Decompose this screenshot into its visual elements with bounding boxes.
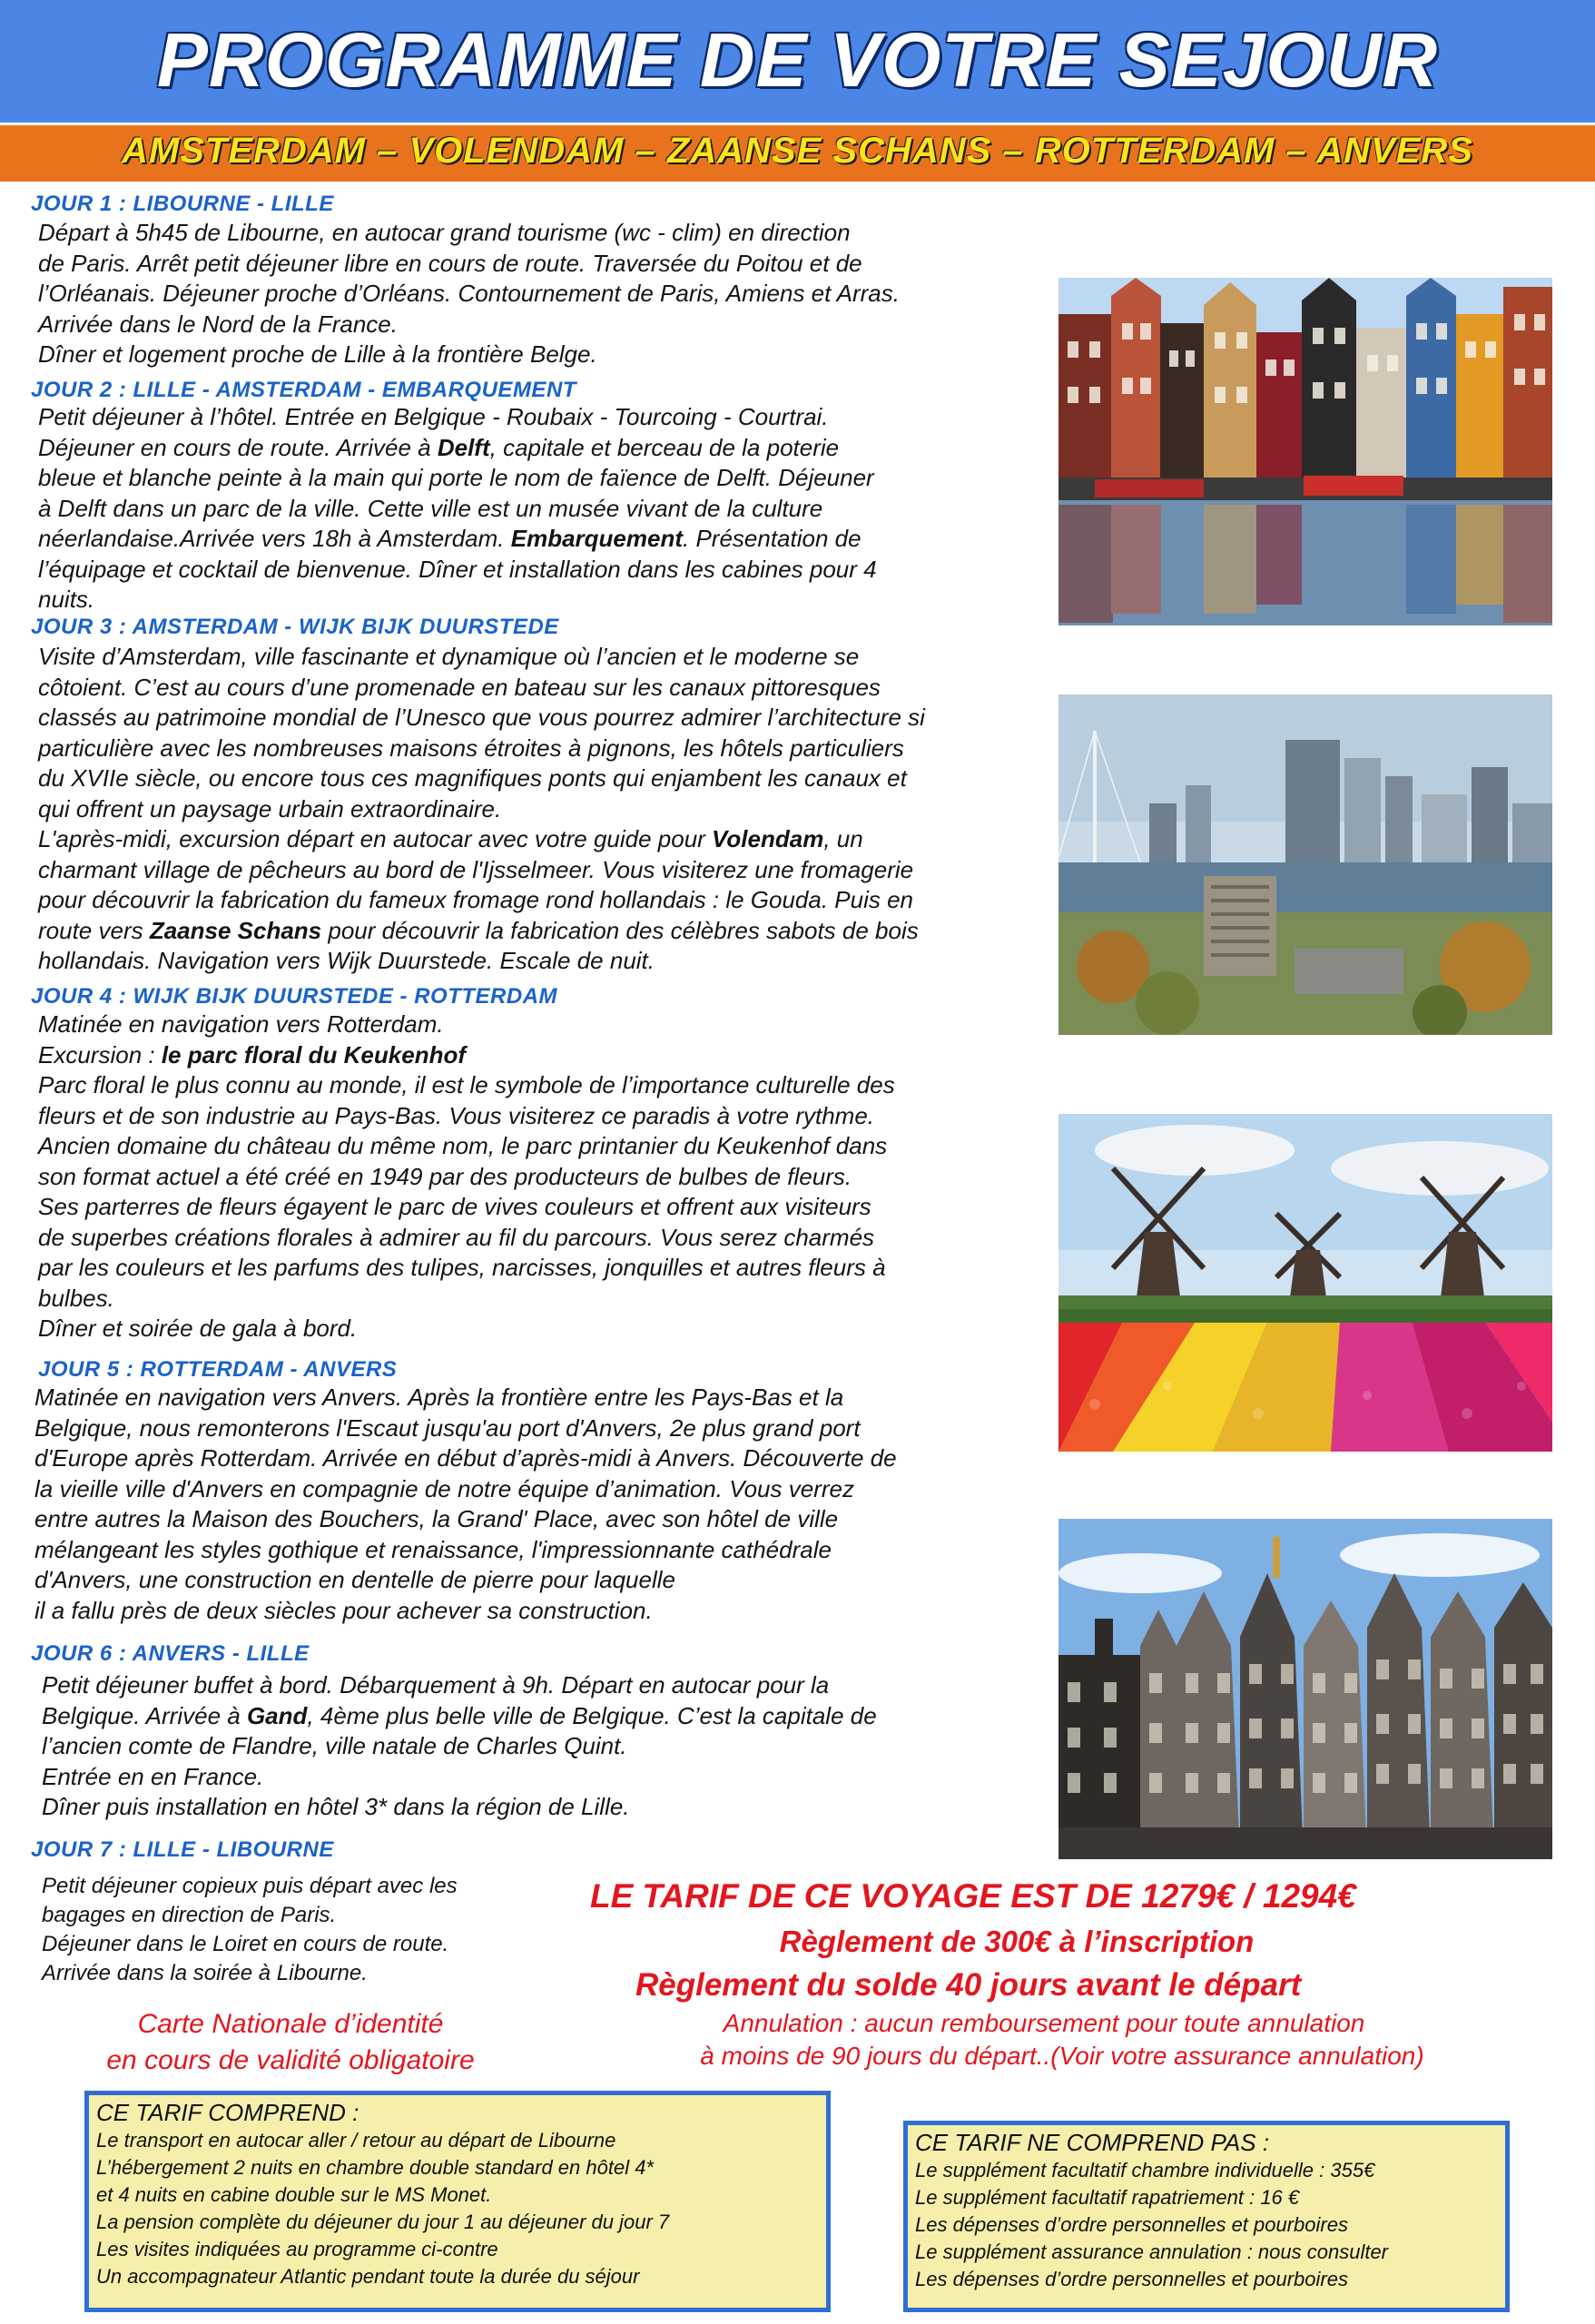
day-3-line: charmant village de pêcheurs au bord de l'Ijsselmeer. Vous visiterez une fromagerie [38, 855, 914, 883]
day-4-line: par les couleurs et les parfums des tulipes, narcisses, jonquilles et autres fleurs à [38, 1254, 886, 1281]
day-4-heading: JOUR 4 : WIJK BIJK DUURSTEDE - ROTTERDAM [31, 984, 558, 1009]
day-6-line-part: Belgique. Arrivée à [42, 1701, 247, 1729]
excludes-box [903, 2121, 1510, 2312]
day-2-line [38, 433, 877, 464]
day-7-heading: JOUR 7 : LILLE - LIBOURNE [31, 1837, 334, 1862]
day-7-line: Petit déjeuner copieux puis départ avec les [42, 1874, 458, 1898]
antwerp-guild-houses-photo [1058, 1519, 1552, 1859]
day-3-line-part: route vers [38, 916, 150, 944]
includes-item: La pension complète du déjeuner du jour 1 au déjeuner du jour 7 [96, 2211, 670, 2233]
rotterdam-skyline-photo [1058, 694, 1552, 1035]
day-2-line [38, 524, 877, 555]
day-3-line-part: , un [823, 825, 863, 852]
day-3-line [38, 824, 925, 855]
day-2-line: bleue et blanche peinte à la main qui porte le nom de faïence de Delft. Déjeuner [38, 464, 874, 491]
zaanse-schans-highlight: Zaanse Schans [149, 916, 322, 944]
id-notice-line-1: Carte Nationale d’identité [137, 2009, 444, 2039]
day-7-line: bagages en direction de Paris. [42, 1903, 337, 1927]
cancel-line-1: Annulation : aucun remboursement pour toute annulation [723, 2009, 1365, 2037]
day-1-text [38, 218, 900, 370]
volendam-highlight: Volendam [712, 825, 824, 852]
day-4-line: Ses parterres de fleurs égayent le parc de vives couleurs et offrent aux visiteurs [38, 1193, 871, 1220]
day-6-line: Petit déjeuner buffet à bord. Débarquement à 9h. Départ en autocar pour la [42, 1671, 830, 1699]
excludes-item: Les dépenses d’ordre personnelles et pourboires [915, 2213, 1348, 2236]
day-5-text [34, 1383, 897, 1626]
day-3-heading: JOUR 3 : AMSTERDAM - WIJK BIJK DUURSTEDE [31, 615, 559, 639]
day-3-line-part: pour découvrir la fabrication des célèbres sabots de bois [321, 916, 919, 944]
day-2-heading: JOUR 2 : LILLE - AMSTERDAM - EMBARQUEMENT [31, 378, 576, 402]
day-2-line: à Delft dans un parc de la ville. Cette ville est un musée vivant de la culture [38, 494, 823, 522]
day-1-line: Arrivée dans le Nord de la France. [38, 310, 398, 338]
day-2-line-part: , capitale et berceau de la poterie [489, 433, 840, 461]
day-7-line: Déjeuner dans le Loiret en cours de route. [42, 1932, 449, 1956]
excludes-item: Le supplément facultatif chambre individuelle : 355€ [915, 2159, 1375, 2181]
includes-item: L’hébergement 2 nuits en chambre double standard en hôtel 4* [96, 2156, 654, 2179]
includes-item: et 4 nuits en cabine double sur le MS Monet. [96, 2183, 492, 2206]
day-3-line: particulière avec les nombreuses maisons étroites à pignons, les hôtels particuliers [38, 734, 904, 762]
page-subtitle: AMSTERDAM – VOLENDAM – ZAANSE SCHANS – ROTTERDAM – ANVERS [122, 131, 1473, 171]
day-6-line: Dîner puis installation en hôtel 3* dans la région de Lille. [42, 1793, 630, 1820]
day-4-line: de superbes créations florales à admirer au fil du parcours. Vous serez charmés [38, 1223, 875, 1251]
day-3-line-part: L'après-midi, excursion départ en autocar avec votre guide pour [38, 825, 713, 852]
includes-item: Le transport en autocar aller / retour au départ de Libourne [96, 2129, 616, 2152]
day-1-line: Départ à 5h45 de Libourne, en autocar grand tourisme (wc - clim) en direction [38, 219, 851, 246]
day-1-line: de Paris. Arrêt petit déjeuner libre en cours de route. Traversée du Poitou et de [38, 249, 862, 277]
id-notice-line-2: en cours de validité obligatoire [106, 2045, 475, 2075]
day-4-text [38, 1009, 895, 1344]
cancel-line-2: à moins de 90 jours du départ..(Voir votre assurance annulation) [700, 2042, 1424, 2070]
deposit-line: Règlement de 300€ à l’inscription [779, 1925, 1255, 1958]
gand-highlight: Gand [246, 1701, 308, 1729]
day-3-line: du XVIIe siècle, ou encore tous ces magnifiques ponts qui enjambent les canaux et [38, 764, 907, 792]
day-5-line: entre autres la Maison des Bouchers, la Grand' Place, avec son hôtel de ville [34, 1505, 839, 1532]
day-4-line: Parc floral le plus connu au monde, il est le symbole de l’importance culturelle des [38, 1071, 895, 1098]
day-5-line: Belgique, nous remonterons l'Escaut jusqu'au port d'Anvers, 2e plus grand port [34, 1413, 861, 1442]
day-6-text [42, 1670, 877, 1823]
day-2-line-part: Déjeuner en cours de route. Arrivée à [38, 433, 438, 461]
day-2-line: l’équipage et cocktail de bienvenue. Dîner et installation dans les cabines pour 4 [38, 555, 877, 583]
excludes-title: CE TARIF NE COMPREND PAS : [915, 2129, 1270, 2156]
day-6-line: Entrée en en France. [42, 1762, 264, 1790]
day-5-line: d'Anvers, une construction en dentelle de pierre pour laquelle [34, 1566, 675, 1593]
day-6-line [42, 1701, 877, 1732]
includes-title: CE TARIF COMPREND : [96, 2099, 359, 2126]
balance-line: Règlement du solde 40 jours avant le départ [635, 1967, 1302, 2003]
page-title: PROGRAMME DE VOTRE SEJOUR [156, 17, 1439, 103]
day-5-line: mélangeant les styles gothique et renaissance, l'impressionnante cathédrale [34, 1535, 832, 1563]
day-5-line: Matinée en navigation vers Anvers. Après la frontière entre les Pays-Bas et la [34, 1384, 844, 1411]
day-3-line: côtoient. C’est au cours d’une promenade en bateau sur les canaux pittoresques [38, 673, 881, 701]
embarquement-highlight: Embarquement [510, 525, 683, 552]
day-2-line: nuits. [38, 586, 95, 613]
includes-item: Un accompagnateur Atlantic pendant toute la durée du séjour [96, 2265, 640, 2288]
day-4-line: fleurs et de son industrie au Pays-Bas. Vous visiterez ce paradis à votre rythme. [38, 1101, 875, 1129]
day-4-line: son format actuel a été créé en 1949 par des producteurs de bulbes de fleurs. [38, 1162, 852, 1190]
day-2-text [38, 402, 877, 615]
day-4-line: Matinée en navigation vers Rotterdam. [38, 1010, 444, 1038]
day-3-line: qui offrent un paysage urbain extraordinaire. [38, 794, 502, 822]
day-2-line-part: néerlandaise.Arrivée vers 18h à Amsterdam. [38, 525, 511, 552]
day-2-line: Petit déjeuner à l’hôtel. Entrée en Belgique - Roubaix - Tourcoing - Courtrai. [38, 403, 829, 430]
day-5-heading: JOUR 5 : ROTTERDAM - ANVERS [38, 1357, 398, 1382]
day-3-line: Visite d’Amsterdam, ville fascinante et dynamique où l’ancien et le moderne se [38, 643, 860, 670]
delft-highlight: Delft [437, 433, 490, 461]
day-1-line: l’Orléanais. Déjeuner proche d’Orléans. Contournement de Paris, Amiens et Arras. [38, 280, 900, 307]
day-4-line-part: Excursion : [38, 1040, 162, 1068]
day-1-line: Dîner et logement proche de Lille à la frontière Belge. [38, 340, 597, 368]
windmills-tulips-photo [1058, 1114, 1552, 1452]
day-6-line-part: , 4ème plus belle ville de Belgique. C’est la capitale de [307, 1701, 877, 1729]
day-5-line: il a fallu près de deux siècles pour achever sa construction. [34, 1596, 653, 1624]
day-5-line: d'Europe après Rotterdam. Arrivée en début d’après-midi à Anvers. Découverte de [34, 1444, 897, 1472]
keukenhof-highlight: le parc floral du Keukenhof [161, 1040, 466, 1068]
includes-item: Les visites indiquées au programme ci-contre [96, 2238, 498, 2260]
day-5-line: la vieille ville d'Anvers en compagnie de notre équipe d’animation. Vous verrez [34, 1474, 854, 1502]
price-headline: LE TARIF DE CE VOYAGE EST DE 1279€ / 1294€ [590, 1877, 1356, 1915]
day-4-line: bulbes. [38, 1284, 114, 1312]
day-3-line [38, 916, 925, 947]
day-7-text [42, 1872, 458, 1988]
day-3-line: classés au patrimoine mondial de l’Unesco que vous pourrez admirer l’architecture si [38, 704, 925, 731]
day-4-line: Dîner et soirée de gala à bord. [38, 1315, 358, 1342]
day-7-line: Arrivée dans la soirée à Libourne. [42, 1961, 368, 1985]
includes-box [84, 2091, 831, 2312]
day-3-text [38, 642, 925, 977]
day-3-line: hollandais. Navigation vers Wijk Duurstede. Escale de nuit. [38, 947, 655, 974]
day-3-line: pour découvrir la fabrication du fameux fromage rond hollandais : le Gouda. Puis en [38, 886, 914, 913]
day-6-heading: JOUR 6 : ANVERS - LILLE [31, 1641, 310, 1666]
amsterdam-canal-houses-photo [1058, 278, 1552, 625]
day-6-line: l’ancien comte de Flandre, ville natale de Charles Quint. [42, 1732, 627, 1759]
day-4-line [38, 1040, 895, 1071]
day-4-line: Ancien domaine du château du même nom, le parc printanier du Keukenhof dans [38, 1132, 888, 1159]
excludes-item: Le supplément facultatif rapatriement : 16 € [915, 2186, 1300, 2209]
day-2-line-part: . Présentation de [683, 525, 861, 552]
excludes-item: Le supplément assurance annulation : nous consulter [915, 2240, 1389, 2263]
day-1-heading: JOUR 1 : LIBOURNE - LILLE [31, 192, 334, 216]
excludes-item: Les dépenses d’ordre personnelles et pourboires [915, 2268, 1348, 2290]
